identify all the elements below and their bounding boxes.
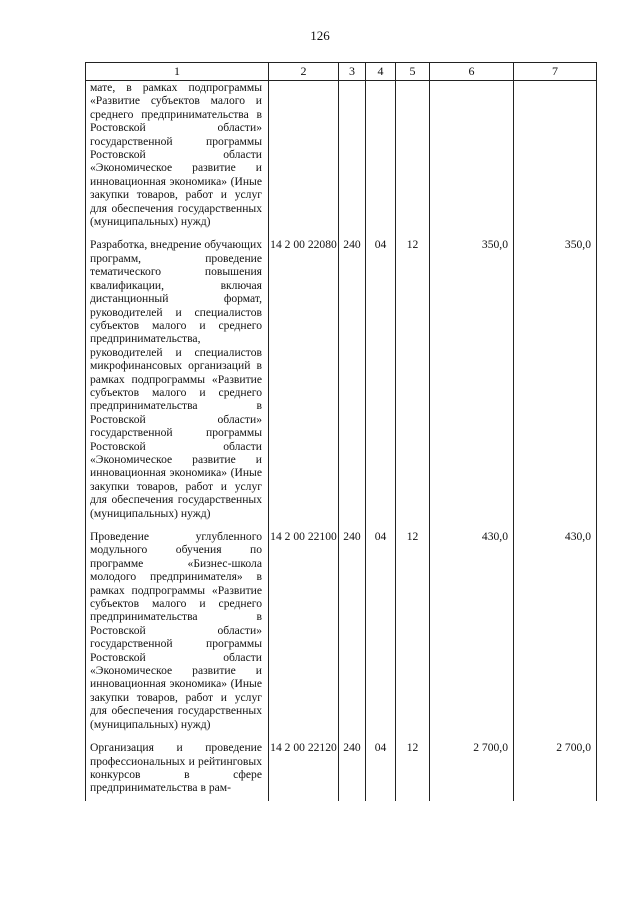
description-text: Ростовской области «Экономическое развитие и инновационная экономика» (Иные	[90, 439, 262, 480]
target-article-code: 14 2 00 22120	[269, 737, 339, 801]
target-article-code: 14 2 00 22080	[269, 234, 339, 526]
table-body	[86, 81, 597, 801]
row-description	[86, 81, 269, 235]
description-text: государственной программы	[90, 134, 262, 148]
description-text: закупки товаров, работ и	[90, 479, 228, 493]
amount-year-1: 2 700,0	[430, 737, 514, 801]
description-text: профессиональных и рейтинговых конкурсов в сфере	[90, 754, 262, 781]
column-header: 2	[269, 63, 339, 81]
expense-type-code: 240	[339, 526, 366, 737]
subsection-code: 12	[396, 526, 430, 737]
subsection-code	[396, 81, 430, 235]
amount-year-2: 430,0	[514, 526, 597, 737]
section-code	[366, 81, 396, 235]
description-text: «Развитие субъектов малого и	[90, 94, 262, 108]
section-code: 04	[366, 234, 396, 526]
section-code: 04	[366, 737, 396, 801]
target-article-code	[269, 81, 339, 235]
description-text: тематического повышения	[90, 265, 262, 279]
description-text: среднего предпринимательства в Ростовской области»	[90, 107, 262, 135]
description-text: среднего предпринимательства в Ростовской области»	[90, 385, 262, 426]
expense-type-code: 240	[339, 234, 366, 526]
target-article-code: 14 2 00 22100	[269, 526, 339, 737]
description-text: услуг для обеспечения государственных (муниципальных) нужд)	[90, 479, 262, 520]
description-text: рамках подпрограммы «Развитие субъектов малого и	[90, 583, 262, 611]
description-text: среднего предпринимательства в Ростовской области»	[90, 597, 262, 637]
description-text: мате, в рамках подпрограммы	[90, 81, 262, 94]
description-text: закупки товаров, работ и	[90, 690, 228, 704]
description-text: Организация и проведение	[90, 741, 262, 755]
description-text: Разработка, внедрение обучающих программ, проведение	[90, 238, 262, 265]
row-description	[86, 737, 269, 801]
amount-year-2: 2 700,0	[514, 737, 597, 801]
subsection-code: 12	[396, 234, 430, 526]
column-header: 4	[366, 63, 396, 81]
section-code: 04	[366, 526, 396, 737]
row-description	[86, 526, 269, 737]
description-text: «Развитие субъектов малого и	[90, 372, 262, 399]
description-text: услуг для обеспечения государственных (муниципальных) нужд)	[90, 690, 262, 731]
table-row	[86, 234, 597, 526]
table-row	[86, 526, 597, 737]
amount-year-1: 350,0	[430, 234, 514, 526]
description-text: квалификации, включая дистанционный формат, руководителей и специалистов субъектов малого и среднего	[90, 278, 262, 332]
description-text: государственной программы	[90, 426, 262, 440]
table-row	[86, 81, 597, 235]
budget-table	[85, 62, 597, 801]
amount-year-2	[514, 81, 597, 235]
description-text: государственной программы	[90, 637, 262, 651]
table-row	[86, 737, 597, 801]
amount-year-2: 350,0	[514, 234, 597, 526]
expense-type-code: 240	[339, 737, 366, 801]
description-text: услуг для обеспечения государственных (муниципальных) нужд)	[90, 188, 262, 229]
column-header: 3	[339, 63, 366, 81]
expense-type-code	[339, 81, 366, 235]
subsection-code: 12	[396, 737, 430, 801]
page-number: 126	[310, 28, 330, 43]
amount-year-1	[430, 81, 514, 235]
description-text: предпринимательства, руководителей и специалистов	[90, 332, 262, 359]
row-description	[86, 234, 269, 526]
description-text: Проведение углубленного модульного обучения по программе «Бизнес-школа молодого предпринимателя» в	[90, 530, 262, 584]
column-header: 6	[430, 63, 514, 81]
column-header: 5	[396, 63, 430, 81]
description-text: закупки товаров, работ и	[90, 188, 228, 202]
column-header: 1	[86, 63, 269, 81]
description-text: Ростовской области «Экономическое развитие и инновационная экономика» (Иные	[90, 650, 262, 691]
description-text: предпринимательства в рам-	[90, 781, 231, 795]
column-header: 7	[514, 63, 597, 81]
table-header-row	[86, 63, 597, 81]
amount-year-1: 430,0	[430, 526, 514, 737]
description-text: Ростовской области «Экономическое развитие и инновационная экономика» (Иные	[90, 148, 262, 188]
description-text: микрофинансовых организаций в рамках подпрограммы	[90, 359, 262, 386]
